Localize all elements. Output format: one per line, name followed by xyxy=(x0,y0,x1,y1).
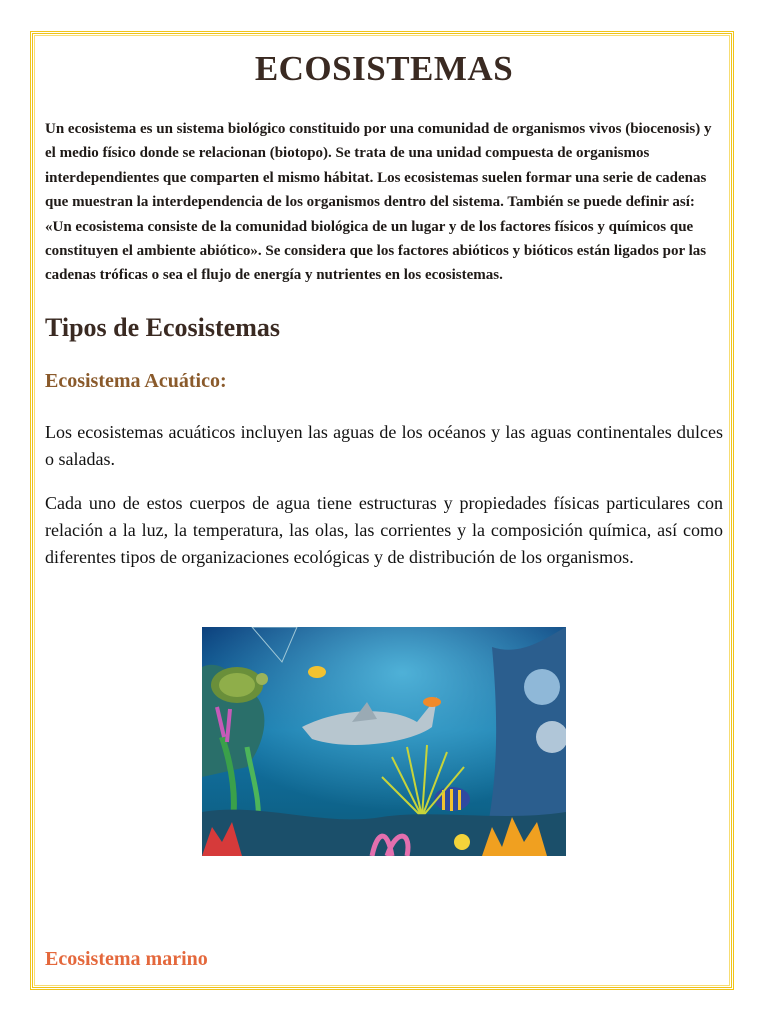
document-content xyxy=(45,40,723,588)
intro-paragraph: Un ecosistema es un sistema biológico constituido por una comunidad de organismos vivos (biocenosis) y el medio físico donde se relacionan (biotopo). Se trata de una unidad compuesta de organismos interdependientes que comparten el mismo hábitat. Los ecosistemas suelen formar una serie de cadenas que muestran la interdependencia de los organismos dentro del sistema. También se puede definir así: «Un ecosistema consiste de la comunidad biológica de un lugar y de los factores físicos y químicos que constituyen el ambiente abiótico». Se considera que los factores abióticos y bióticos están ligados por las cadenas tróficas o sea el flujo de energía y nutrientes en los ecosistemas. xyxy=(45,121,712,284)
coral-reef-illustration xyxy=(202,627,566,856)
aquatic-paragraph-1: Los ecosistemas acuáticos incluyen las aguas de los océanos y las aguas continentales dulces o saladas. xyxy=(45,421,723,469)
subheading-acuatico: Ecosistema Acuático: xyxy=(45,369,227,392)
document-title: ECOSISTEMAS xyxy=(254,49,514,88)
subheading-marino: Ecosistema marino xyxy=(45,948,208,970)
aquatic-paragraph-2: Cada uno de estos cuerpos de agua tiene estructuras y propiedades físicas particulares con relación a la luz, la temperatura, las olas, las corrientes y la composición química, así como diferentes tipos de organizaciones ecológicas y de distribución de los organismos. xyxy=(45,493,723,567)
section-heading-tipos: Tipos de Ecosistemas xyxy=(45,312,280,342)
coral-reef-image xyxy=(202,627,566,856)
